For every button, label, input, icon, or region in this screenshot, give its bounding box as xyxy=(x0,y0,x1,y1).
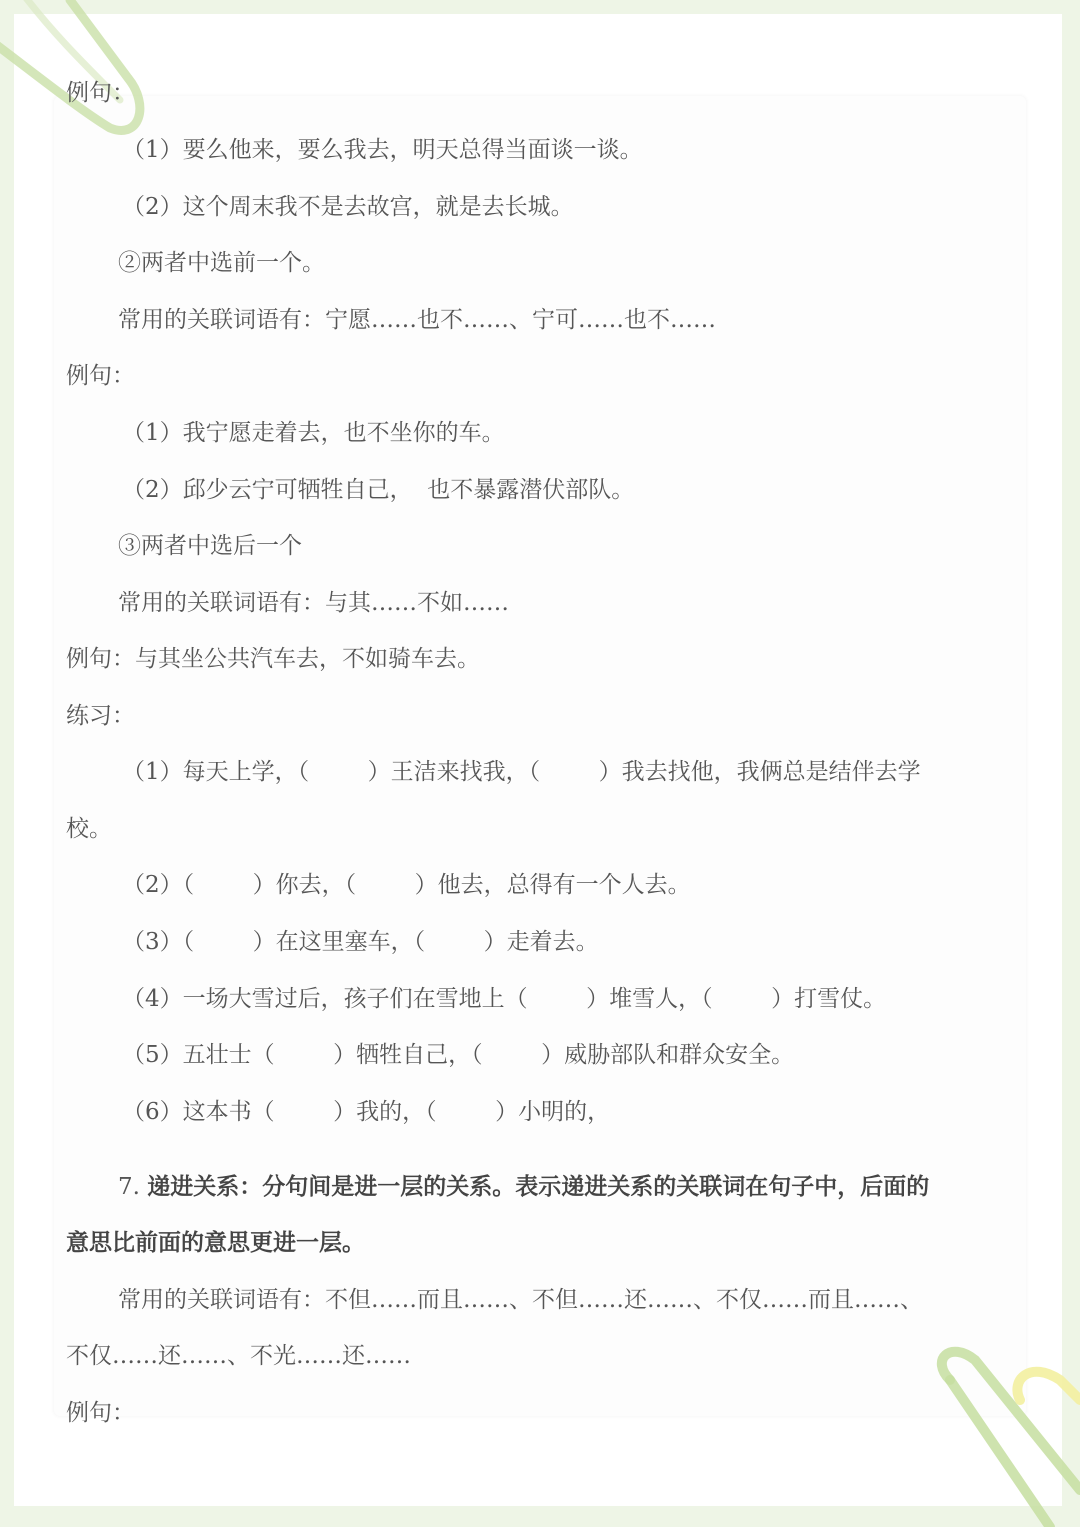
exercise-item: （4）一场大雪过后，孩子们在雪地上（ ）堆雪人，（ ）打雪仗。 xyxy=(122,986,887,1012)
exercise-item: （3）（ ）在这里塞车，（ ）走着去。 xyxy=(122,929,599,955)
conjunctions-list: 常用的关联词语有：不但……而且……、不但……还……、不仅……而且……、 xyxy=(118,1287,923,1313)
example-label: 例句： xyxy=(66,80,135,106)
example-sentence: （2）邱少云宁可牺牲自己， 也不暴露潜伏部队。 xyxy=(122,477,635,503)
exercise-label: 练习： xyxy=(66,703,135,729)
example-sentence: （1）我宁愿走着去，也不坐你的车。 xyxy=(122,420,505,446)
example-sentence: （2）这个周末我不是去故宫，就是去长城。 xyxy=(122,194,574,220)
example-label: 例句： xyxy=(66,1400,135,1426)
section-number: 7. xyxy=(118,1174,148,1200)
exercise-item-continued: 校。 xyxy=(66,816,112,842)
section-definition: ：分句间是进一层的关系。表示递进关系的关联词在句子中，后面的 xyxy=(239,1173,930,1200)
exercise-item: （1）每天上学，（ ）王洁来找我，（ ）我去找他，我俩总是结伴去学 xyxy=(122,759,921,785)
section-heading xyxy=(118,1172,929,1202)
subsection-heading: ②两者中选前一个。 xyxy=(118,250,325,276)
section-definition-continued: 意思比前面的意思更进一层。 xyxy=(66,1229,365,1256)
exercise-item: （5）五壮士（ ）牺牲自己，（ ）威胁部队和群众安全。 xyxy=(122,1042,795,1068)
content-panel xyxy=(54,96,1026,1416)
example-sentence: （1）要么他来，要么我去，明天总得当面谈一谈。 xyxy=(122,137,643,163)
example-sentence: 例句：与其坐公共汽车去，不如骑车去。 xyxy=(66,646,480,672)
example-label: 例句： xyxy=(66,363,135,389)
conjunctions-list: 常用的关联词语有：宁愿……也不……、宁可……也不…… xyxy=(118,307,716,333)
subsection-heading: ③两者中选后一个 xyxy=(118,533,302,559)
conjunctions-list-continued: 不仅……还……、不光……还…… xyxy=(66,1343,411,1369)
exercise-item: （2）（ ）你去，（ ）他去，总得有一个人去。 xyxy=(122,872,691,898)
conjunctions-list: 常用的关联词语有：与其……不如…… xyxy=(118,590,509,616)
exercise-item: （6）这本书（ ）我的，（ ）小明的， xyxy=(122,1099,611,1125)
section-title: 递进关系 xyxy=(147,1173,240,1200)
